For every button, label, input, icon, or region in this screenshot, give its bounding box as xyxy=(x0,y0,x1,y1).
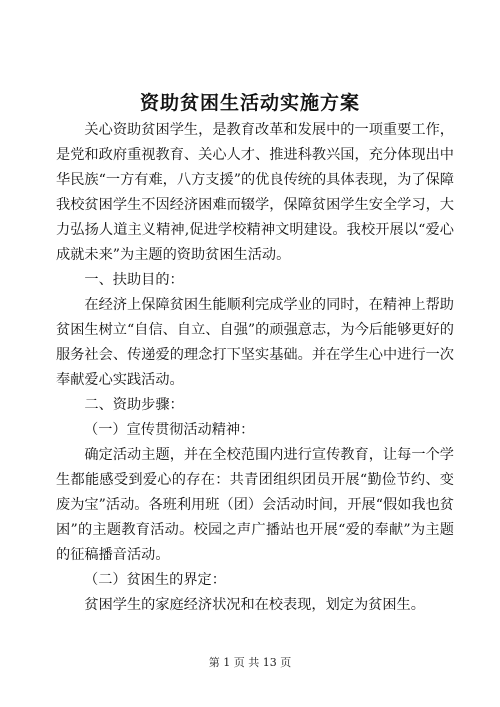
intro-paragraph: 关心资助贫困学生，是教育改革和发展中的一项重要工作，是党和政府重视教育、关心人才、推进科教兴国，充分体现出中华民族“一方有难，八方支援”的优良传统的具体表现，为了保障我校贫困学生不因经济困难而辍学，保障贫困学生安全学习，大力弘扬人道主义精神,促进学校精神文明建设。我校开展以“爱心成就未来”为主题的资助贫困生活动。 xyxy=(56,122,454,263)
document-body xyxy=(56,118,454,618)
section-1-heading: 一、扶助目的： xyxy=(84,272,184,288)
subsection-2-paragraph: 贫困学生的家庭经济状况和在校表现，划定为贫困生。 xyxy=(84,597,425,613)
document-title: 资助贫困生活动实施方案 xyxy=(139,92,360,114)
subsection-1-heading: （一）宣传贯彻活动精神： xyxy=(84,422,255,438)
section-1-paragraph: 在经济上保障贫困生能顺利完成学业的同时，在精神上帮助贫困生树立“自信、自立、自强”的顽强意志，为今后能够更好的服务社会、传递爱的理念打下坚实基础。并在学生心中进行一次奉献爱心实践活动。 xyxy=(56,297,454,388)
subsection-2-heading: （二）贫困生的界定： xyxy=(84,572,226,588)
subsection-1-paragraph: 确定活动主题，并在全校范围内进行宣传教育，让每一个学生都能感受到爱心的存在：共青团组织团员开展“勤俭节约、变废为宝”活动。各班利用班（团）会活动时间，开展“假如我也贫困”的主题教育活动。校园之声广播站也开展“爱的奉献”为主题的征稿播音活动。 xyxy=(56,447,454,563)
section-2-heading: 二、资助步骤： xyxy=(84,397,184,413)
page-number-footer: 第 1 页 共 13 页 xyxy=(208,656,292,669)
